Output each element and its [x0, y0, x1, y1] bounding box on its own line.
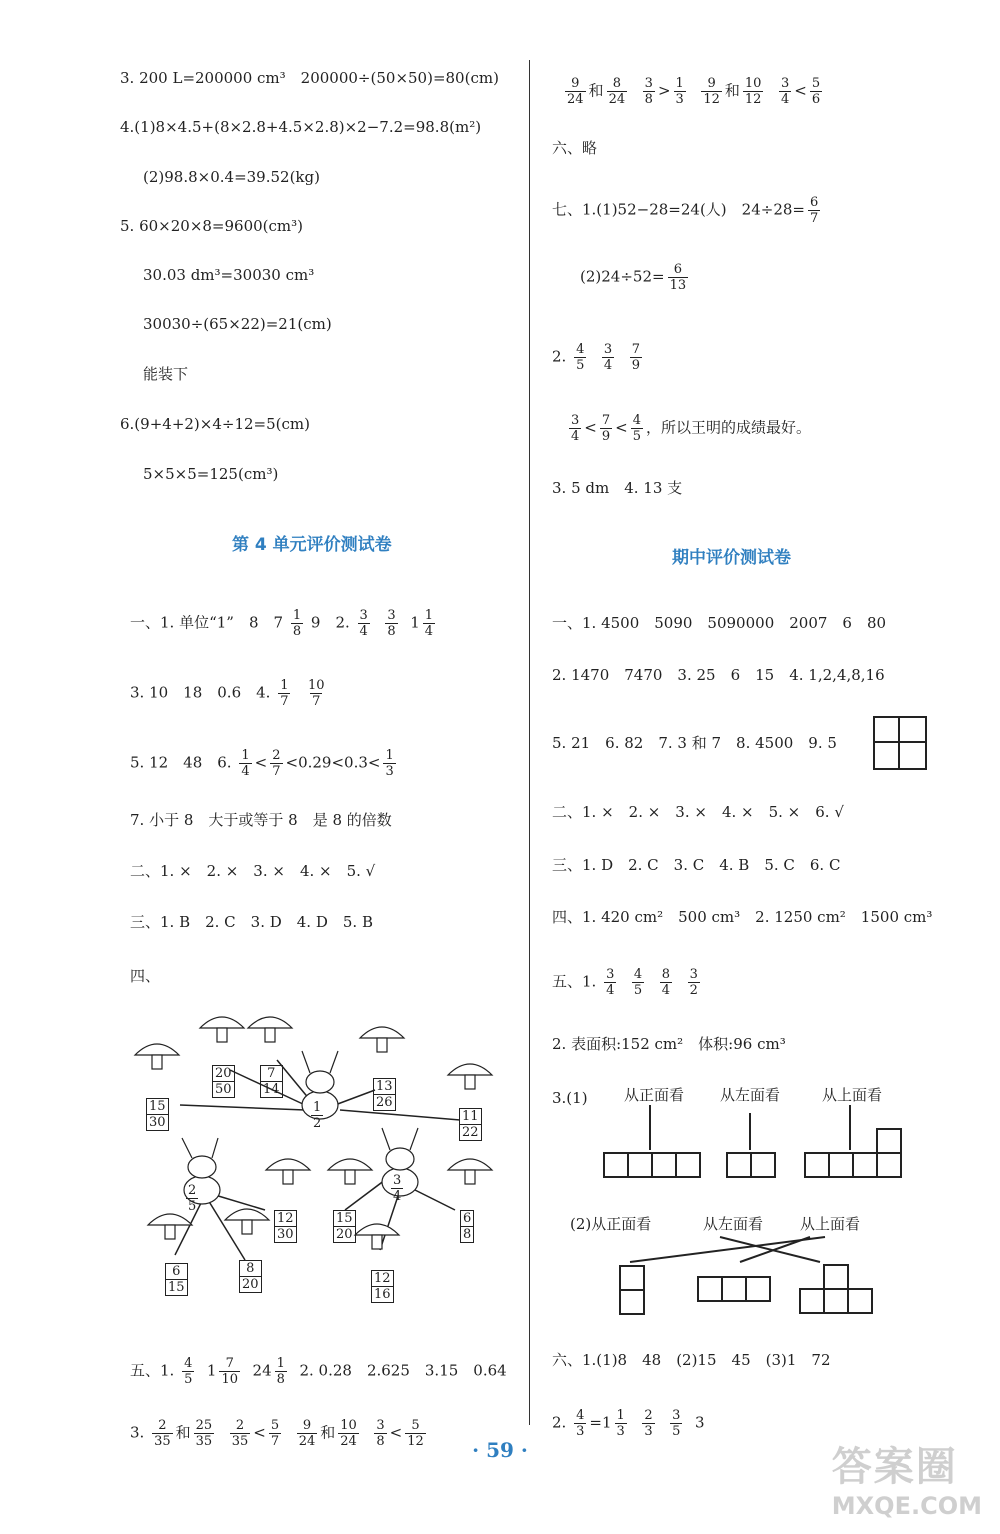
illus-frac-7-14: $\frac{7}{14}$: [257, 1065, 286, 1098]
m-part-5-1: 五、1. $\frac{3}{4}$ $\frac{4}{5}$ $\frac{8}{4}$ $\frac{3}{2}$: [552, 967, 698, 998]
illus-frac-11-22: $\frac{11}{22}$: [456, 1108, 485, 1141]
illus-frac-6-15: $\frac{6}{15}$: [162, 1263, 191, 1296]
ans-6-2: 5×5×5=125(cm³): [143, 465, 279, 483]
illus-frac-12-30: $\frac{12}{30}$: [271, 1210, 300, 1243]
r-top-line: $\frac{9}{24}$ 和 $\frac{8}{24}$ $\frac{3}{8}$ > $\frac{1}{3}$ $\frac{9}{12}$ 和 $\frac{10}{12}$ $\frac{3}{4}$ < $\frac{5}{6}$: [567, 76, 821, 107]
u4-line-5: 5. 12 48 6. $\frac{1}{4}$ < $\frac{2}{7}$ <0.29<0.3< $\frac{1}{3}$: [130, 748, 394, 779]
illus-frac-15-20: $\frac{15}{20}$: [330, 1210, 359, 1243]
label-left-view: 从左面看: [720, 1086, 781, 1104]
m-part-6-1: 六、1.(1)8 48 (2)15 45 (3)1 72: [552, 1351, 831, 1369]
illus-frac-13-26: $\frac{13}{26}$: [370, 1078, 399, 1111]
illus-frac-15-30: $\frac{15}{30}$: [143, 1098, 172, 1131]
u4-line-3: 3. 10 18 0.6 4. $\frac{1}{7}$ $\frac{10}{7}$: [130, 678, 325, 709]
three-views-figure-1: [600, 1105, 920, 1185]
m-part-3: 三、1. D 2. C 3. C 4. B 5. C 6. C: [552, 856, 841, 874]
u4-part-2: 二、1. × 2. × 3. × 4. × 5. √: [130, 862, 376, 880]
label-front-view: 从正面看: [624, 1086, 685, 1104]
midterm-title: 期中评价测试卷: [672, 548, 791, 568]
ans-5-1: 5. 60×20×8=9600(cm³): [120, 217, 304, 235]
illus-frac-1-2: $\frac{1}{2}$: [313, 1100, 322, 1131]
m-line-2: 2. 1470 7470 3. 25 6 15 4. 1,2,4,8,16: [552, 666, 885, 684]
r-part-7-3: 2. $\frac{4}{5}$ $\frac{3}{4}$ $\frac{7}{9}$: [552, 342, 641, 373]
unit4-title: 第 4 单元评价测试卷: [232, 535, 392, 555]
column-divider: [529, 60, 530, 1425]
three-views-figure-2: [610, 1232, 900, 1322]
illus-frac-20-50: $\frac{20}{50}$: [209, 1065, 238, 1098]
ans-5-3: 30030÷(65×22)=21(cm): [143, 315, 332, 333]
r-part-7-1: 七、1.(1)52−28=24(人) 24÷28= $\frac{6}{7}$: [552, 195, 819, 226]
ans-4-1: 4.(1)8×4.5+(8×2.8+4.5×2.8)×2−7.2=98.8(m²): [120, 118, 482, 136]
u4-part-5-3: 3. $\frac{2}{35}$ 和 $\frac{25}{35}$ $\frac{2}{35}$ < $\frac{5}{7}$ $\frac{9}{24}$ 和 $\frac{10}{24}$ $\frac{3}{8}$ < $\frac{5}{12}$: [130, 1418, 424, 1449]
u4-part-5-1: 五、1. $\frac{4}{5}$ 1 $\frac{7}{10}$ 24 $\frac{1}{8}$ 2. 0.28 2.625 3.15 0.64: [130, 1356, 507, 1387]
r-part-7-2: (2)24÷52= $\frac{6}{13}$: [580, 262, 687, 293]
page-number: · 59 ·: [472, 1438, 528, 1462]
illus-frac-12-16: $\frac{12}{16}$: [368, 1270, 397, 1303]
illus-frac-3-4: $\frac{3}{4}$: [393, 1173, 402, 1204]
ans-3: 3. 200 L=200000 cm³ 200000÷(50×50)=80(cm): [120, 69, 499, 87]
grid-line: [898, 716, 900, 770]
ans-5-2: 30.03 dm³=30030 cm³: [143, 266, 315, 284]
u4-part-3: 三、1. B 2. C 3. D 4. D 5. B: [130, 913, 373, 931]
illus-frac-6-8: $\frac{6}{8}$: [457, 1210, 477, 1243]
ans-5-4: 能装下: [143, 365, 189, 383]
grid-line: [873, 741, 927, 743]
label-left-view-2: 从左面看: [703, 1215, 764, 1233]
mushroom-icon: [135, 1017, 492, 1249]
m-part-4: 四、1. 420 cm² 500 cm³ 2. 1250 cm² 1500 cm³: [552, 908, 933, 926]
r-part-7-4: $\frac{3}{4}$ < $\frac{7}{9}$ < $\frac{4}{5}$ ，所以王明的成绩最好。: [571, 413, 812, 444]
ans-6-1: 6.(9+4+2)×4÷12=5(cm): [120, 415, 310, 433]
illus-frac-8-20: $\frac{8}{20}$: [236, 1260, 265, 1293]
m-part-5-2: 2. 表面积:152 cm² 体积:96 cm³: [552, 1035, 786, 1053]
m-part-2: 二、1. × 2. × 3. × 4. × 5. × 6. √: [552, 803, 844, 821]
u4-line-1: 一、1. 单位“1” 8 7 $\frac{1}{8}$ 9 2. $\frac{3}{4}$ $\frac{3}{8}$ 1 $\frac{1}{4}$: [130, 608, 434, 639]
u4-line-7: 7. 小于 8 大于或等于 8 是 8 的倍数: [130, 811, 392, 829]
illus-frac-2-5: $\frac{2}{5}$: [188, 1183, 197, 1214]
label-top-view-2: 从上面看: [800, 1215, 861, 1233]
m-line-5: 5. 21 6. 82 7. 3 和 7 8. 4500 9. 5: [552, 734, 837, 752]
ans-4-2: (2)98.8×0.4=39.52(kg): [143, 168, 320, 186]
r-part-6: 六、略: [552, 139, 598, 157]
r-part-7-5: 3. 5 dm 4. 13 支: [552, 479, 683, 497]
grid-figure: [873, 716, 927, 770]
watermark: [832, 1435, 982, 1520]
label-top-view: 从上面看: [822, 1086, 883, 1104]
m-part-5-3: 3.(1): [552, 1089, 588, 1107]
label-front-view-2: (2)从正面看: [570, 1215, 652, 1233]
watermark-url: MXQE.COM: [831, 1492, 982, 1520]
m-line-1: 一、1. 4500 5090 5090000 2007 6 80: [552, 614, 887, 632]
m-part-6-2: 2. $\frac{4}{3}$ =1 $\frac{1}{3}$ $\frac{2}{3}$ $\frac{3}{5}$ 3: [552, 1408, 705, 1439]
watermark-logo: 答案圈: [831, 1444, 958, 1490]
u4-part-4: 四、: [130, 967, 161, 985]
